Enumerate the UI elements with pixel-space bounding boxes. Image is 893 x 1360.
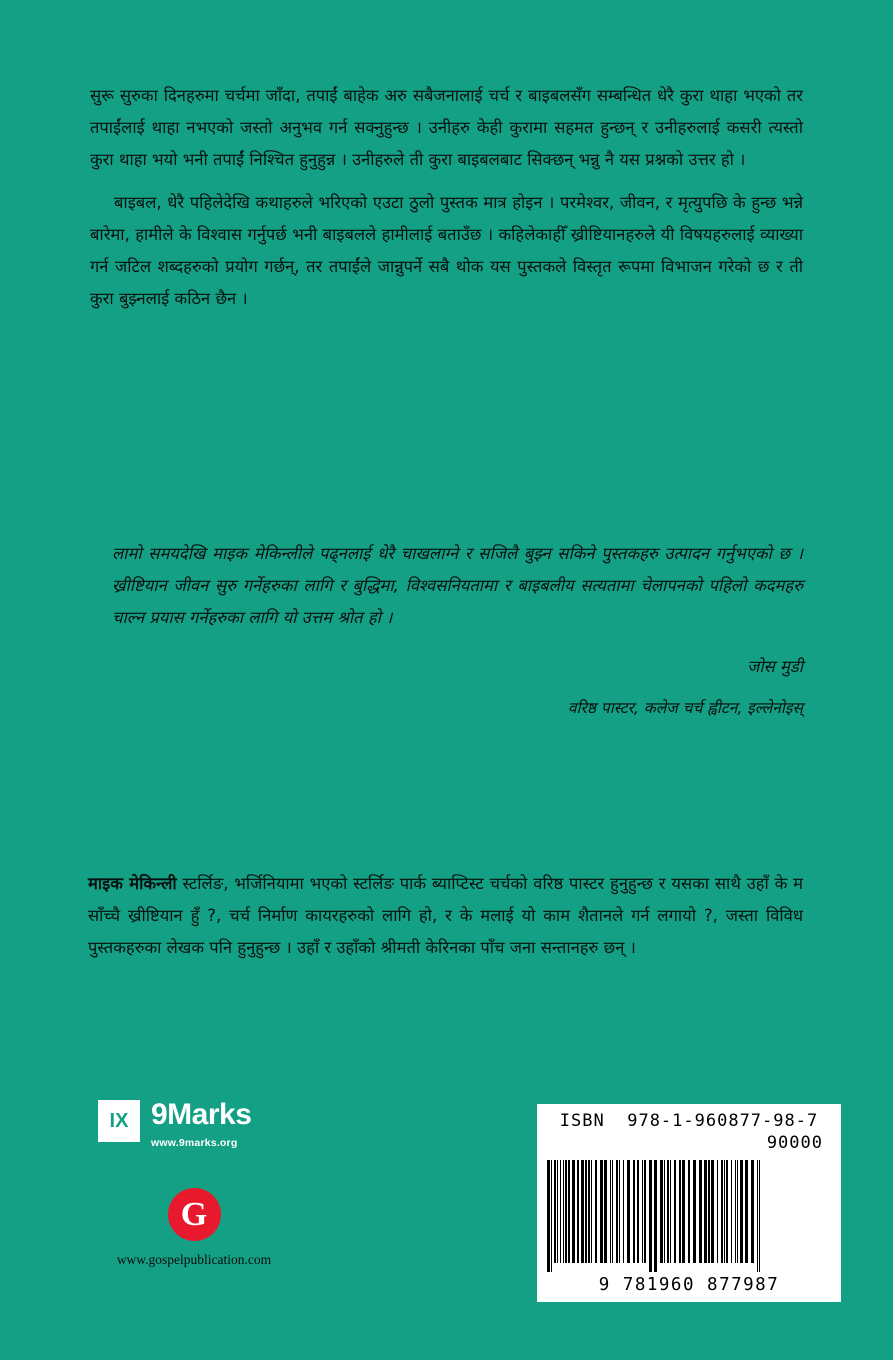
author-bio-paragraph [88,868,803,965]
ninemarks-title: 9Marks [151,1098,252,1131]
endorsement-author: जोस मुडी [747,656,803,676]
gospel-letter: G [180,1195,208,1233]
intro-paragraph-2: बाइबल, धेरै पहिलेदेखि कथाहरुले भरिएको एउटा ठुलो पुस्तक मात्र होइन । परमेश्वर, जीवन, र मृत्युपछि के हुन्छ भन्ने बारेमा, हामीले के विश्वास गर्नुपर्छ भनी बाइबलले हामीलाई बताउँछ । कहिलेकाहीँ ख्रीष्टियानहरुले यी विषयहरुलाई व्याख्या गर्न जटिल शब्दहरुको प्रयोग गर्छन्, तर तपाईंले जान्नुपर्ने सबै थोक यस पुस्तकले विस्तृत रूपमा विभाजन गरेको छ र ती कुरा बुझ्नलाई कठिन छैन । [90,192,803,309]
intro-text-block [90,80,803,315]
author-name: माइक मेकिन्ली [88,874,177,893]
ninemarks-text-wrap [151,1100,251,1149]
ninemarks-mark-icon [96,1098,142,1144]
isbn-number: 978-1-960877-98-7 [627,1111,819,1131]
ninemarks-logo [96,1098,251,1149]
author-bio-text: स्टर्लिङ, भर्जिनियामा भएको स्टर्लिङ पार्क ब्याप्टिस्ट चर्चको वरिष्ठ पास्टर हुनुहुन्छ र यसका साथै उहाँ के म साँच्चै ख्रीष्टियान हुँ ?, चर्च निर्माण कायरहरुको लागि हो, र के मलाई यो काम शैतानले गर्न लगायो ?, जस्ता विविध पुस्तकहरुका लेखक पनि हुनुहुन्छ । उहाँ र उहाँको श्रीमती केरिनका पाँच जना सन्तानहरु छन् । [88,874,803,958]
barcode-ean-digits: 9 781960 877987 [598,1275,780,1295]
barcode-bars [547,1160,831,1272]
isbn-line [547,1111,831,1131]
author-bio-block [88,868,803,965]
ninemarks-mark-text: IX [109,1109,129,1132]
ninemarks-url: www.9marks.org [151,1137,238,1149]
gospel-publication-logo [96,1188,292,1268]
gospel-url: www.gospelpublication.com [116,1252,272,1267]
endorsement-block [112,538,803,723]
intro-paragraph-1: सुरू सुरुका दिनहरुमा चर्चमा जाँदा, तपाईं बाहेक अरु सबैजनालाई चर्च र बाइबलसँग सम्बन्धित धेरै कुरा थाहा भएको तर तपाईंलाई थाहा नभएको जस्तो अनुभव गर्न सक्नुहुन्छ । उनीहरु केही कुरामा सहमत हुन्छन् र उनीहरुलाई कसरी त्यस्तो कुरा थाहा भयो भनी तपाईं निश्चित हुनुहुन्न । उनीहरुले ती कुरा बाइबलबाट सिक्छन् भन्नु नै यस प्रश्नको उत्तर हो । [90,86,803,170]
ninemarks-mark-inner [96,1098,142,1144]
endorsement-text: लामो समयदेखि माइक मेकिन्लीले पढ्नलाई धेरै चाखलाग्ने र सजिलै बुझ्न सकिने पुस्तकहरु उत्पादन गर्नुभएको छ । ख्रीष्टियान जीवन सुरु गर्नेहरुका लागि र बुद्धिमा, विश्वसनियतामा र बाइबलीय सत्यतामा चेलापनको पहिलो कदमहरु चाल्न प्रयास गर्नेहरुका लागि यो उत्तम श्रोत हो । [112,544,803,628]
isbn-label: ISBN [559,1111,605,1131]
isbn-price-code: 90000 [766,1133,823,1153]
isbn-barcode [537,1104,841,1302]
gospel-circle-icon [168,1188,221,1241]
endorsement-role: वरिष्ठ पास्टर, कलेज चर्च ह्वीटन, इल्लेनोइस् [567,698,803,717]
